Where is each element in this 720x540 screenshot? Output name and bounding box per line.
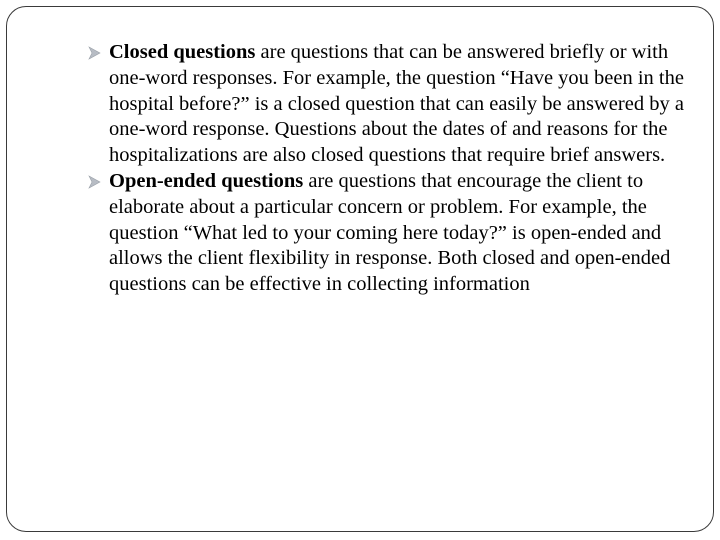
slide-content [85, 40, 685, 298]
bullet-text: are questions that can be answered briefly or with one-word responses. For example, the question “Have you been in the hospital before?” is a closed question that can easily be answered by a one-word response. Questions about the dates of and reasons for the hospitalizations are also closed questions that require brief answers. [109, 41, 684, 167]
bullet-open-ended-questions [85, 169, 685, 298]
slide-frame [6, 6, 714, 532]
bullet-closed-questions [85, 40, 685, 169]
bullet-term: Open-ended questions [109, 169, 304, 192]
arrowhead-bullet-icon [85, 169, 109, 195]
bullet-term: Closed questions [109, 41, 256, 63]
bullet-text: are questions that encourage the client to elaborate about a particular concern or problem. For example, the question “What led to your coming here today?” is open-ended and allows the client flexibility in response. Both closed and open-ended questions can be effective in collecting information [109, 169, 671, 296]
arrowhead-bullet-icon [85, 40, 109, 66]
